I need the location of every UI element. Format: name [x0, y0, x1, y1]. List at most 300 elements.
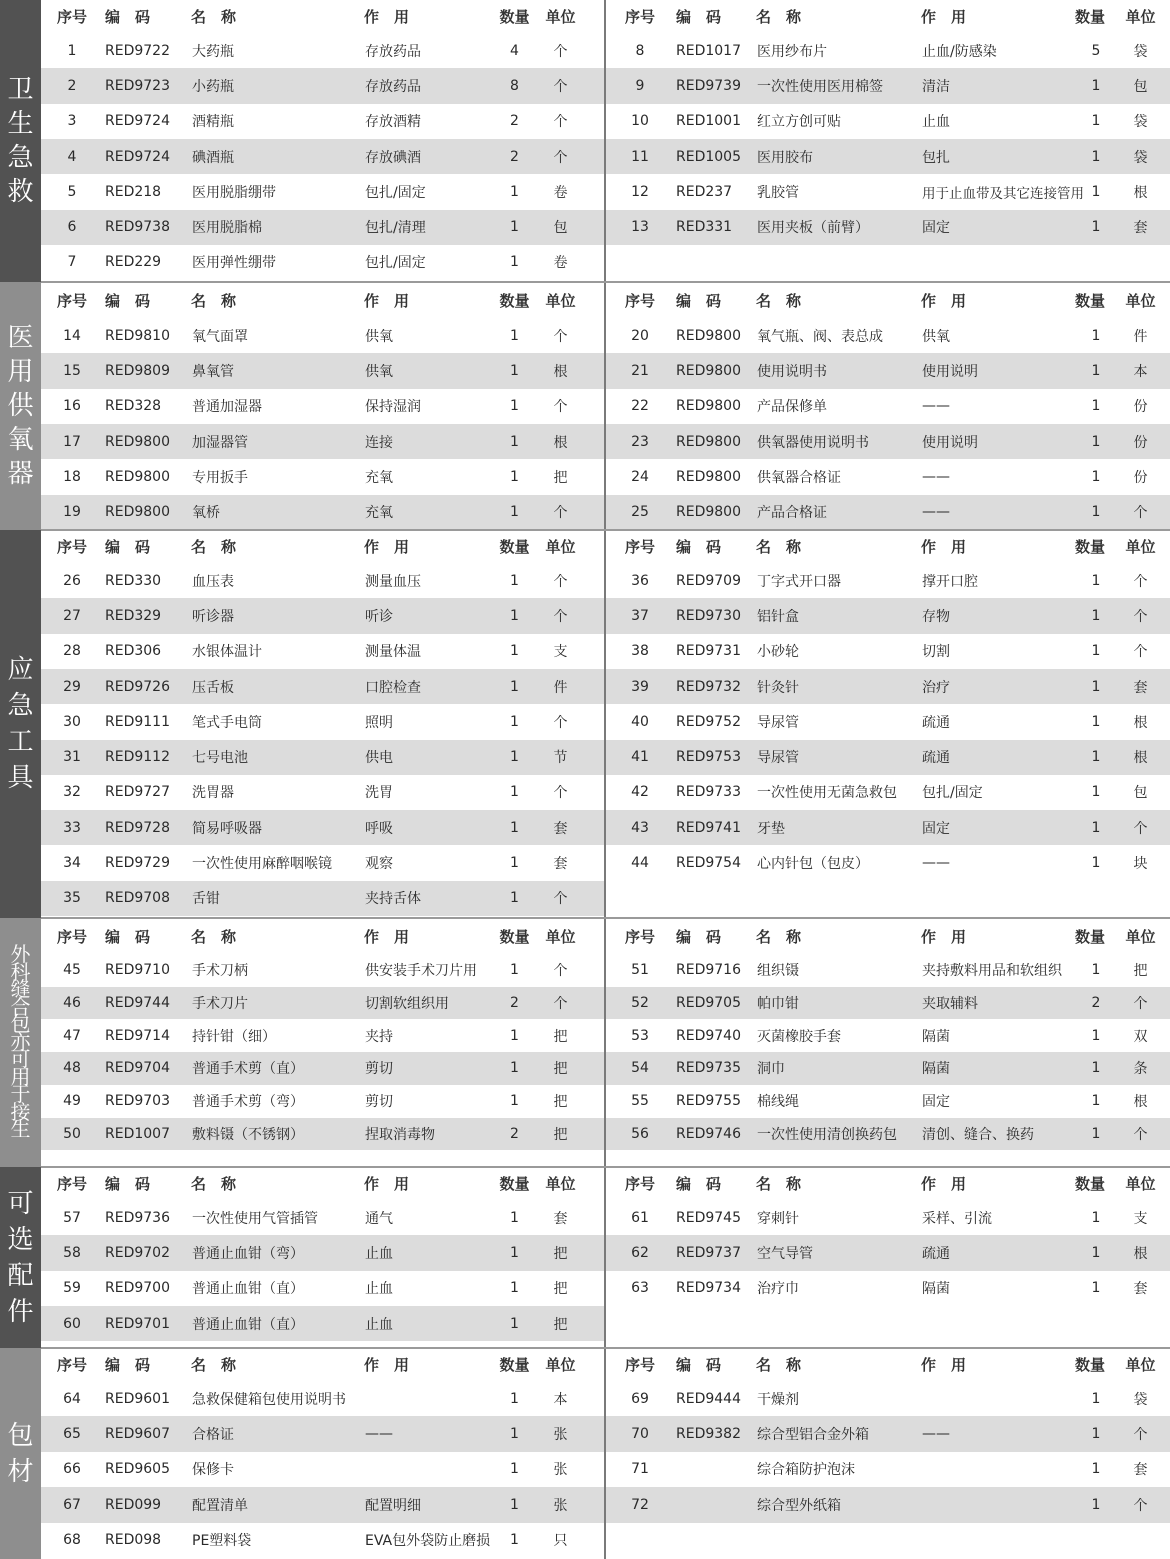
cell-code: RED9710: [105, 962, 170, 979]
table-header: [606, 282, 1170, 318]
header-seq: 序号: [624, 1356, 655, 1374]
cell-code: RED1007: [105, 1125, 170, 1142]
cell-use: ——: [922, 855, 950, 872]
cell-name: 舌钳: [192, 891, 220, 908]
cell-seq: 9: [635, 77, 645, 94]
cell-unit: 个: [553, 43, 568, 60]
cell-qty: 1: [1091, 468, 1101, 485]
cell-use: [922, 1452, 1094, 1487]
cell-name: 普通止血钳（直）: [192, 1281, 304, 1298]
cell-name: 合格证: [192, 1427, 234, 1444]
cell-unit: 个: [1133, 1497, 1148, 1514]
cell-unit: 根: [553, 434, 568, 451]
cell-seq: 31: [63, 749, 81, 766]
cell-seq: 69: [631, 1390, 649, 1407]
table-row: [41, 563, 604, 598]
cell-seq: 34: [63, 855, 81, 872]
cell-name: 心内针包（包皮）: [757, 856, 869, 873]
table-row: [41, 104, 604, 139]
cell-code: RED099: [105, 1496, 162, 1513]
cell-qty: 5: [1091, 42, 1101, 59]
column-divider: [604, 530, 606, 918]
cell-unit: 条: [1133, 1061, 1148, 1078]
cell-use: 存放碘酒: [365, 149, 421, 166]
table-row: [41, 495, 604, 530]
cell-code: RED9716: [676, 962, 741, 979]
column-divider: [604, 918, 606, 1167]
table-row: [41, 881, 604, 916]
table-header: [606, 1348, 1170, 1381]
cell-use: 用于止血带及其它连接管用: [922, 185, 1084, 202]
cell-seq: 43: [631, 819, 649, 836]
table-row: [41, 424, 604, 459]
cell-use: 疏通: [922, 1245, 950, 1262]
cell-qty: 1: [510, 254, 519, 271]
cell-use: 撑开口腔: [922, 573, 978, 590]
cell-name: 医用脱脂绷带: [192, 184, 276, 201]
header-use: 作 用: [921, 538, 967, 556]
table-left: [41, 1167, 604, 1348]
cell-use: 固定: [922, 1094, 950, 1111]
cell-code: RED229: [105, 254, 162, 271]
table-row: [606, 139, 1170, 174]
cell-name: 一次性使用医用棉签: [757, 78, 883, 95]
table-header: [606, 918, 1170, 954]
cell-qty: 1: [510, 784, 519, 801]
table-row: [41, 634, 604, 669]
cell-use: ——: [365, 1426, 393, 1443]
cell-unit: 个: [1133, 573, 1148, 590]
cell-use: ——: [922, 398, 950, 415]
cell-unit: 份: [1133, 399, 1148, 416]
cell-seq: 47: [63, 1027, 81, 1044]
header-qty: 数量: [1074, 927, 1105, 946]
table-row: [41, 1200, 604, 1235]
cell-seq: 72: [631, 1496, 649, 1513]
table-header: [41, 282, 604, 318]
cell-use: 照明: [365, 714, 393, 731]
cell-code: RED9605: [105, 1461, 170, 1478]
table-row: [606, 389, 1170, 424]
section-sidebar: [0, 0, 41, 282]
cell-use: [365, 1452, 495, 1487]
cell-seq: 60: [63, 1315, 81, 1332]
header-unit: 单位: [545, 927, 576, 946]
cell-name: PE塑料袋: [192, 1533, 252, 1550]
cell-name: 乳胶管: [757, 184, 799, 201]
cell-code: RED9738: [105, 219, 170, 236]
cell-qty: 1: [1091, 1027, 1101, 1044]
cell-name: 小砂轮: [757, 644, 799, 661]
cell-unit: 本: [1133, 363, 1148, 380]
cell-unit: 卷: [553, 255, 568, 272]
cell-name: 碘酒瓶: [192, 149, 234, 166]
header-seq: 序号: [56, 8, 87, 26]
table-row: [606, 634, 1170, 669]
cell-qty: 2: [510, 148, 519, 165]
cell-unit: 把: [1133, 963, 1148, 980]
cell-unit: 根: [1133, 1245, 1148, 1262]
cell-seq: 58: [63, 1244, 81, 1261]
cell-code: RED098: [105, 1532, 162, 1549]
cell-name: 一次性使用麻醉咽喉镜: [192, 856, 332, 873]
cell-name: 氧桥: [192, 505, 220, 522]
cell-seq: 52: [631, 995, 649, 1012]
cell-seq: 20: [631, 327, 649, 344]
cell-name: 治疗巾: [757, 1281, 799, 1298]
cell-qty: 1: [1091, 1390, 1101, 1407]
section-title: 应急工具: [7, 655, 34, 793]
cell-code: RED9800: [105, 433, 170, 450]
cell-unit: 份: [1133, 469, 1148, 486]
cell-name: 氧气面罩: [192, 328, 248, 345]
cell-code: RED329: [105, 607, 162, 624]
header-qty: 数量: [1074, 8, 1105, 26]
cell-unit: 卷: [553, 184, 568, 201]
cell-code: RED9733: [676, 784, 741, 801]
cell-unit: 个: [553, 785, 568, 802]
cell-code: RED9734: [676, 1280, 741, 1297]
header-use: 作 用: [364, 1356, 410, 1374]
cell-code: RED9746: [676, 1125, 741, 1142]
table-row: [41, 353, 604, 388]
cell-name: 丁字式开口器: [757, 573, 841, 590]
cell-seq: 46: [63, 995, 81, 1012]
cell-unit: 套: [1133, 679, 1148, 696]
cell-qty: 1: [1091, 113, 1101, 130]
cell-seq: 27: [63, 607, 81, 624]
cell-seq: 21: [631, 362, 649, 379]
cell-use: 隔菌: [922, 1281, 950, 1298]
cell-qty: 8: [510, 77, 519, 94]
cell-code: RED330: [105, 572, 162, 589]
table-row: [606, 104, 1170, 139]
table-row: [41, 1452, 604, 1487]
table-row: [41, 68, 604, 103]
cell-seq: 42: [631, 784, 649, 801]
cell-qty: 1: [1091, 1209, 1101, 1226]
header-use: 作 用: [364, 1175, 410, 1193]
cell-unit: 根: [1133, 714, 1148, 731]
cell-name: 普通手术剪（直）: [192, 1061, 304, 1078]
cell-code: RED9741: [676, 819, 741, 836]
table-row: [606, 353, 1170, 388]
cell-name: 专用扳手: [192, 469, 248, 486]
table-row: [41, 954, 604, 987]
cell-qty: 2: [510, 995, 519, 1012]
cell-seq: 51: [631, 962, 649, 979]
table-header: [41, 0, 604, 33]
cell-seq: 41: [631, 749, 649, 766]
cell-qty: 1: [510, 327, 519, 344]
cell-code: RED9601: [105, 1390, 170, 1407]
cell-code: RED9705: [676, 995, 741, 1012]
table-row: [606, 1019, 1170, 1052]
cell-qty: 1: [510, 1093, 519, 1110]
cell-unit: 袋: [1133, 43, 1148, 60]
table-row: [41, 245, 604, 280]
cell-name: 干燥剂: [757, 1391, 799, 1408]
cell-use: 固定: [922, 820, 950, 837]
cell-name: 灭菌橡胶手套: [757, 1028, 841, 1045]
table-left: [41, 918, 604, 1167]
header-unit: 单位: [545, 1175, 576, 1193]
cell-seq: 45: [63, 962, 81, 979]
cell-qty: 4: [510, 42, 519, 59]
cell-unit: 把: [553, 1126, 568, 1143]
cell-unit: 根: [1133, 1094, 1148, 1111]
table-right: [606, 0, 1170, 282]
cell-name: 普通手术剪（弯）: [192, 1094, 304, 1111]
header-unit: 单位: [545, 1356, 576, 1374]
cell-name: 酒精瓶: [192, 114, 234, 131]
cell-qty: 1: [1091, 1461, 1101, 1478]
cell-code: RED9755: [676, 1093, 741, 1110]
table-row: [606, 669, 1170, 704]
cell-qty: 1: [1091, 1060, 1101, 1077]
cell-seq: 24: [631, 468, 649, 485]
cell-use: 剪切: [365, 1061, 393, 1078]
cell-qty: 1: [510, 819, 519, 836]
cell-code: RED9729: [105, 855, 170, 872]
cell-seq: 26: [63, 572, 81, 589]
cell-name: 氧气瓶、阀、表总成: [757, 328, 883, 345]
cell-qty: 1: [510, 1496, 519, 1513]
cell-seq: 22: [631, 398, 649, 415]
cell-use: 包扎/清理: [365, 220, 426, 237]
cell-name: 医用胶布: [757, 149, 813, 166]
cell-code: RED9754: [676, 855, 741, 872]
table-row: [606, 68, 1170, 103]
cell-seq: 70: [631, 1426, 649, 1443]
cell-use: 止血: [365, 1245, 393, 1262]
cell-name: 压舌板: [192, 679, 234, 696]
cell-unit: 套: [553, 856, 568, 873]
header-code: 编 码: [676, 1175, 722, 1193]
cell-name: 急救保健箱包使用说明书: [192, 1391, 346, 1408]
cell-code: RED9753: [676, 749, 741, 766]
cell-seq: 13: [631, 219, 649, 236]
cell-seq: 71: [631, 1461, 649, 1478]
cell-use: 观察: [365, 856, 393, 873]
header-name: 名 称: [191, 291, 237, 310]
table-row: [606, 1452, 1170, 1487]
cell-qty: 1: [510, 1027, 519, 1044]
cell-unit: 个: [553, 996, 568, 1013]
cell-qty: 1: [510, 749, 519, 766]
cell-seq: 50: [63, 1125, 81, 1142]
section-title: 可选配件: [7, 1188, 34, 1327]
cell-code: RED1017: [676, 42, 741, 59]
header-name: 名 称: [756, 1356, 802, 1374]
cell-unit: 件: [553, 679, 568, 696]
cell-unit: 个: [553, 328, 568, 345]
cell-qty: 1: [510, 468, 519, 485]
cell-code: RED9800: [676, 362, 741, 379]
cell-name: 敷料镊（不锈钢）: [192, 1126, 304, 1143]
cell-code: RED9731: [676, 643, 741, 660]
cell-seq: 53: [631, 1027, 649, 1044]
table-row: [606, 1235, 1170, 1270]
table-left: [41, 0, 604, 282]
cell-code: RED9724: [105, 113, 170, 130]
cell-use: 切割软组织用: [365, 996, 449, 1013]
cell-code: RED9739: [676, 77, 741, 94]
table-row: [41, 1487, 604, 1522]
cell-name: 红立方创可贴: [757, 114, 841, 131]
cell-use: 夹持舌体: [365, 891, 421, 908]
cell-unit: 把: [553, 1316, 568, 1333]
cell-unit: 个: [553, 714, 568, 731]
cell-use: 固定: [922, 220, 950, 237]
table-left: [41, 530, 604, 918]
cell-qty: 1: [1091, 572, 1101, 589]
cell-use: 止血: [365, 1281, 393, 1298]
cell-unit: 张: [553, 1497, 568, 1514]
cell-qty: 1: [510, 855, 519, 872]
cell-use: 通气: [365, 1210, 393, 1227]
cell-seq: 6: [67, 219, 77, 236]
cell-unit: 本: [553, 1391, 568, 1408]
cell-seq: 7: [67, 254, 77, 271]
cell-code: RED331: [676, 219, 733, 236]
cell-seq: 8: [635, 42, 645, 59]
cell-name: 铝针盒: [757, 608, 799, 625]
cell-seq: 65: [63, 1426, 81, 1443]
cell-unit: 个: [1133, 644, 1148, 661]
table-row: [606, 954, 1170, 987]
header-use: 作 用: [921, 291, 967, 310]
cell-seq: 36: [631, 572, 649, 589]
header-qty: 数量: [499, 927, 530, 946]
cell-name: 大药瓶: [192, 43, 234, 60]
table-row: [41, 174, 604, 209]
cell-seq: 57: [63, 1209, 81, 1226]
header-name: 名 称: [191, 8, 237, 26]
header-name: 名 称: [191, 1356, 237, 1374]
cell-name: 水银体温计: [192, 644, 262, 661]
cell-use: 存放药品: [365, 43, 421, 60]
header-seq: 序号: [56, 291, 87, 310]
cell-use: 夹持敷料用品和软组织: [922, 963, 1062, 980]
cell-use: 剪切: [365, 1094, 393, 1111]
table-row: [606, 1416, 1170, 1451]
cell-name: 导尿管: [757, 714, 799, 731]
cell-unit: 份: [1133, 434, 1148, 451]
cell-seq: 68: [63, 1532, 81, 1549]
table-header: [606, 0, 1170, 33]
cell-seq: 15: [63, 362, 81, 379]
cell-name: 综合箱防护泡沫: [757, 1462, 855, 1479]
table-row: [606, 845, 1170, 880]
table-row: [606, 775, 1170, 810]
cell-use: 呼吸: [365, 820, 393, 837]
cell-code: RED9800: [105, 468, 170, 485]
table-row: [606, 810, 1170, 845]
header-seq: 序号: [624, 8, 655, 26]
table-row: [606, 1118, 1170, 1151]
cell-code: RED9382: [676, 1426, 741, 1443]
cell-use: 测量体温: [365, 644, 421, 661]
cell-name: 普通止血钳（直）: [192, 1316, 304, 1333]
cell-seq: 10: [631, 113, 649, 130]
cell-seq: 14: [63, 327, 81, 344]
cell-qty: 1: [1091, 1244, 1101, 1261]
cell-unit: 节: [553, 750, 568, 767]
cell-qty: 1: [1091, 678, 1101, 695]
header-name: 名 称: [191, 1175, 237, 1193]
cell-qty: 1: [510, 1315, 519, 1332]
cell-code: RED9800: [105, 504, 170, 521]
cell-use: 疏通: [922, 750, 950, 767]
cell-qty: 1: [1091, 433, 1101, 450]
cell-seq: 4: [67, 148, 77, 165]
section-divider: [41, 917, 1170, 919]
cell-seq: 23: [631, 433, 649, 450]
cell-code: RED9745: [676, 1209, 741, 1226]
cell-unit: 个: [1133, 820, 1148, 837]
header-use: 作 用: [364, 927, 410, 946]
cell-code: RED9714: [105, 1027, 170, 1044]
header-qty: 数量: [499, 8, 530, 26]
cell-code: RED9800: [676, 504, 741, 521]
cell-unit: 把: [553, 469, 568, 486]
cell-seq: 11: [631, 148, 649, 165]
cell-unit: 块: [1133, 856, 1148, 873]
cell-qty: 1: [510, 962, 519, 979]
cell-qty: 1: [1091, 219, 1101, 236]
cell-use: 配置明细: [365, 1497, 421, 1514]
table-row: [606, 33, 1170, 68]
cell-seq: 67: [63, 1496, 81, 1513]
cell-qty: 1: [1091, 855, 1101, 872]
cell-code: RED9800: [676, 468, 741, 485]
section-divider: [41, 1166, 1170, 1168]
cell-unit: 把: [553, 1094, 568, 1111]
cell-use: 测量血压: [365, 573, 421, 590]
cell-qty: 1: [510, 890, 519, 907]
cell-unit: 个: [1133, 505, 1148, 522]
table-row: [606, 704, 1170, 739]
cell-name: 医用脱脂棉: [192, 220, 262, 237]
cell-qty: 1: [1091, 77, 1101, 94]
cell-qty: 1: [1091, 362, 1101, 379]
cell-seq: 18: [63, 468, 81, 485]
cell-name: 保修卡: [192, 1462, 234, 1479]
cell-name: 产品保修单: [757, 399, 827, 416]
cell-code: RED9444: [676, 1390, 741, 1407]
cell-seq: 63: [631, 1280, 649, 1297]
table-row: [41, 1271, 604, 1306]
cell-seq: 30: [63, 713, 81, 730]
cell-qty: 1: [1091, 784, 1101, 801]
cell-use: 捏取消毒物: [365, 1126, 435, 1143]
cell-unit: 个: [1133, 608, 1148, 625]
section-title: 包材: [7, 1420, 34, 1487]
cell-qty: 1: [510, 1532, 519, 1549]
header-name: 名 称: [191, 538, 237, 556]
header-unit: 单位: [1125, 927, 1156, 946]
table-row: [41, 1381, 604, 1416]
cell-seq: 33: [63, 819, 81, 836]
cell-use: 保持湿润: [365, 399, 421, 416]
header-use: 作 用: [921, 1356, 967, 1374]
section-sidebar: [0, 1167, 41, 1348]
header-code: 编 码: [105, 291, 151, 310]
table-row: [606, 1487, 1170, 1522]
cell-code: RED9702: [105, 1244, 170, 1261]
cell-qty: 1: [1091, 713, 1101, 730]
